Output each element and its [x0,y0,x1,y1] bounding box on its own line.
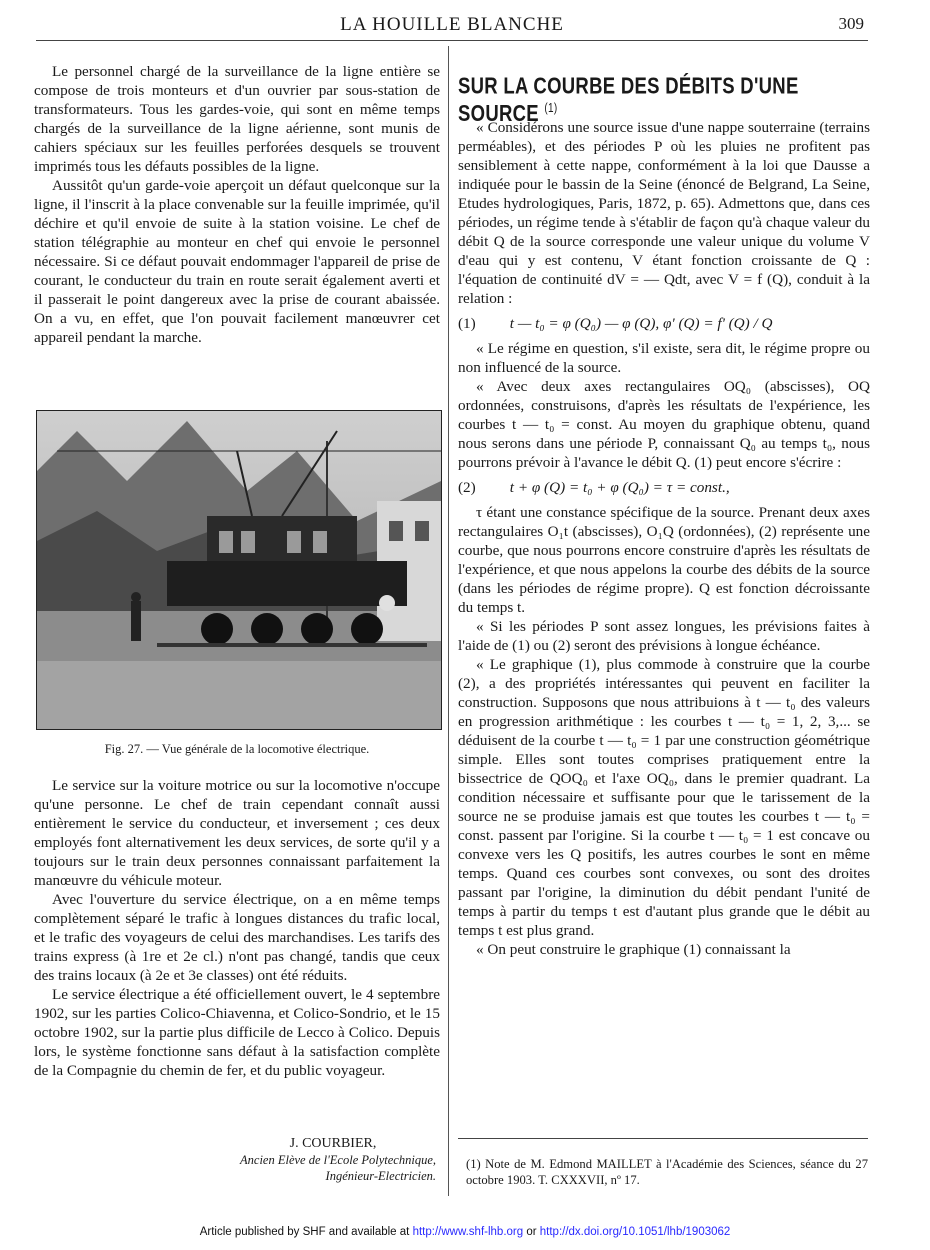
equation-body: t — t₀ = φ (Q₀) — φ (Q), φ' (Q) = f' (Q) / Q [509,315,773,332]
author-signature [190,1136,436,1184]
equation-number: (2) [458,479,476,496]
column-divider [448,46,449,1196]
left-column-top [34,62,440,347]
footnote: (1) Note de M. Edmond MAILLET à l'Académie des Sciences, séance du 27 octobre 1903. T. CXXXVII, nº 17. [466,1157,868,1187]
footer-separator: or [523,1226,540,1238]
author-role-line2: Ingénieur-Electricien. [325,1169,436,1183]
right-column [458,118,870,959]
footer-prefix: Article published by SHF and available at [199,1226,413,1238]
paragraph: Aussitôt qu'un garde-voie aperçoit un défaut quelconque sur la ligne, il l'inscrit à la place convenable sur la feuille imprimée, qu'il déchire et qu'il envoie de suite à la station voisine. Le chef de station télégraphie au monteur en chef qui envoie le personnel nécessaire. Si ce défaut pouvait endommager l'appareil de prise de courant, le conducteur du train en route serait également averti et il passerait le point dangereux avec la prise de courant abaissée. On a vu, en effet, que l'on pouvait facilement manœuvrer cet appareil pendant la marche. [34,177,440,346]
paragraph: « Le régime en question, s'il existe, sera dit, le régime propre ou non influencé de la source. [458,340,870,376]
journal-title: LA HOUILLE BLANCHE [340,14,564,35]
doi-link[interactable]: http://dx.doi.org/10.1051/lhb/1903062 [539,1226,731,1238]
title-footnote-marker: (1) [544,101,558,116]
paragraph: « Considérons une source issue d'une nappe souterraine (terrains perméables), et des périodes P où les pluies ne profitent pas sensiblement à cette nappe, conformément à la loi que Dausse a indiquée pour le bassin de la Seine (énoncé de Belgrand, La Seine, Etudes hydrologiques, Paris, 1872, p. 65). Admettons que, dans ces périodes, un régime tende à s'établir de façon qu'à chaque valeur du débit Q de la source corresponde une valeur unique du volume V d'eau qui y est contenu, V étant fonction croissante de Q : l'équation de continuité dV = — Qdt, avec V = f (Q), conduit à la relation : [458,119,870,307]
page-number: 309 [838,14,864,33]
publication-footer [0,1226,930,1238]
running-header [36,10,868,41]
equation-body: t + φ (Q) = t₀ + φ (Q₀) = τ = const., [509,479,730,496]
paragraph: « Le graphique (1), plus commode à construire que la courbe (2), a des propriétés intéressantes qui peuvent en faciliter la construction. Supposons que nous attribuions à t — t₀ des valeurs en progression arithmétique : les courbes t — t₀ = 1, 2, 3,... se déduisent de la courbe t — t₀ = 1 par une construction géométrique simple. Elles sont toutes comprises pratiquement entre la bissectrice de QOQ₀ et l'axe OQ₀, dans le premier quadrant. La condition nécessaire et suffisante pour que le tarissement de la source ne se produise jamais est que toutes les courbes t — t₀ = const. passent par l'origine. Si la courbe t — t₀ = 1 est concave ou convexe vers les Q positifs, les autres courbes le sont en même temps. Quand ces courbes sont convexes, ou sont des droites passant par l'origine, la diminution du débit pendant l'unité de temps à partir du temps t est d'autant plus grande que le débit au temps t est plus grand. [458,656,870,939]
paragraph: « Avec deux axes rectangulaires OQ₀ (abscisses), OQ ordonnées, construisons, d'après les résultats de l'expérience, les courbes t — t₀ = const. Au moyen du graphique obtenu, quand nous serons dans une période P, connaissant Q₀ au temps t₀, nous pourrons prévoir à l'avance le débit Q. (1) peut encore s'écrire : [458,378,870,471]
equation-1 [458,314,870,333]
author-role-line1: Ancien Elève de l'Ecole Polytechnique, [240,1153,436,1167]
article-title-text: SUR LA COURBE DES DÉBITS D'UNE SOURCE [458,72,799,126]
locomotive-photo [36,410,442,730]
shf-link[interactable]: http://www.shf-lhb.org [412,1226,524,1238]
equation-2 [458,478,870,497]
footnote-divider [458,1138,868,1139]
figure-caption: Fig. 27. — Vue générale de la locomotive électrique. [104,742,370,756]
left-column-bottom [34,776,440,1080]
paragraph: τ étant une constance spécifique de la source. Prenant deux axes rectangulaires O₁t (abscisses), O₁Q (ordonnées), (2) représente une courbe, que nous pourrons encore construire d'après les résultats de l'expérience, et que nous appelons la courbe des débits de la source (dans les périodes de régime propre). Q est fonction décroissante du temps t. [458,504,870,616]
paragraph: Le service électrique a été officiellement ouvert, le 4 septembre 1902, sur les parties Colico-Chiavenna, et Colico-Sondrio, et le 15 octobre 1902, sur la partie plus difficile de Lecco à Colico. Depuis lors, le système fonctionne sans défaut à la satisfaction complète de la Compagnie du chemin de fer, et du public voyageur. [34,986,440,1079]
author-name: J. COURBIER, [289,1136,377,1151]
paragraph: Le service sur la voiture motrice ou sur la locomotive n'occupe qu'une personne. Le chef de train cependant connaît aussi entièrement le service du conducteur, et inversement ; ces deux employés font alternativement les deux services, de sorte qu'il y a toujours sur le train deux personnes connaissant parfaitement la manœuvre du véhicule moteur. [34,777,440,889]
paragraph: Le personnel chargé de la surveillance de la ligne entière se compose de trois monteurs et d'un ouvrier par sous-station de transformateurs. Tous les gardes-voie, qui sont en même temps chargés de la surveillance de la ligne aérienne, sont munis de cahiers spéciaux sur les feuilles perforées desquels se trouvent imprimés tous les défauts possibles de la ligne. [34,63,440,175]
paragraph: Avec l'ouverture du service électrique, on a en même temps complètement séparé le trafic à longues distances du trafic local, et le trafic des voyageurs de celui des marchandises. Les tarifs des trains express (à 1re et 2e cl.) n'ont pas changé, tandis que ceux des trains locaux (à 2e et 3e classes) ont été réduits. [34,891,440,984]
locomotive-photo-illustration [37,411,441,729]
paragraph: « Si les périodes P sont assez longues, les prévisions faites à l'aide de (1) ou (2) seront des prévisions à longue échéance. [458,618,870,654]
equation-number: (1) [458,315,476,332]
paragraph: « On peut construire le graphique (1) connaissant la [476,941,791,958]
